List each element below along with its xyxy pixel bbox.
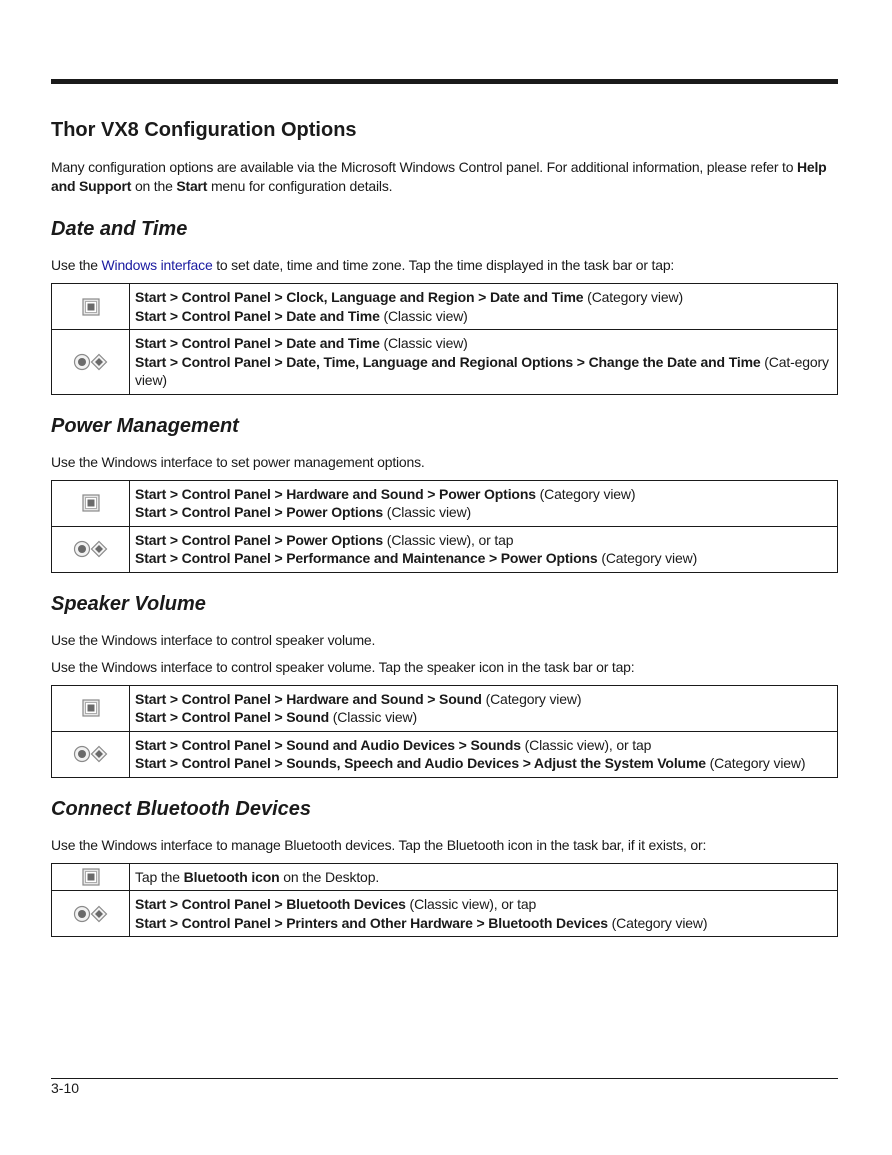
bold-text: Start > Control Panel > Sound (135, 709, 330, 725)
table-row (52, 685, 838, 731)
section-description (51, 453, 838, 472)
instruction-line (135, 334, 831, 353)
text-run: (Classic view), or tap (383, 531, 514, 548)
bold-text: Start > Control Panel > Hardware and Sound > Sound (135, 690, 482, 707)
bold-text: Start > Control Panel > Performance and Maintenance > Power Options (135, 550, 598, 566)
section-title: Date and Time (51, 218, 188, 240)
text-run: on the (131, 178, 177, 194)
table-row (52, 731, 838, 777)
bold-text: Start > Control Panel > Clock, Language and Region > Date and Time (135, 289, 584, 305)
os-icon-cell (52, 284, 130, 330)
table-row (52, 526, 838, 572)
instruction-line (135, 531, 831, 550)
instruction-line (135, 503, 831, 522)
section-description (51, 256, 838, 275)
bold-text: Start > Control Panel > Printers and Other Hardware > Bluetooth Devices (135, 914, 608, 931)
text-run: Use the Windows interface to control speaker volume. (51, 631, 376, 648)
text-run: (Category view) (705, 755, 806, 771)
os-icon-cell (52, 731, 130, 777)
text-run: Use the Windows interface to manage Bluetooth devices. Tap the Bluetooth icon in the task bar, if it exists, or: (51, 836, 707, 853)
os-icon-cell (52, 330, 130, 395)
text-run: (Classic view) (329, 709, 417, 725)
instruction-cell (130, 891, 838, 937)
text-run: on the Desktop. (279, 868, 380, 885)
text-run: menu for configuration details. (207, 178, 393, 194)
instruction-line (135, 485, 831, 504)
text-run: (Classic view), or tap (405, 896, 537, 912)
instruction-line (135, 690, 831, 709)
instruction-line (135, 549, 831, 568)
os-icon-cell (52, 891, 130, 937)
config-table (51, 480, 838, 573)
header-rule (51, 79, 838, 84)
section-title: Speaker Volume (51, 592, 206, 615)
bold-text: Start (176, 178, 208, 194)
text-run: (Category view) (597, 550, 698, 566)
circle-diamond-icon (73, 353, 109, 371)
os-icon-cell (52, 863, 130, 891)
page-title: Thor VX8 Configuration Options (51, 119, 357, 141)
intro-paragraph (51, 158, 838, 196)
page-content (51, 118, 838, 955)
instruction-cell (130, 330, 838, 395)
bold-text: Start > Control Panel > Date, Time, Language and Regional Options > Change the Date and Time (135, 353, 761, 370)
table-row (52, 330, 838, 395)
section-title: Connect Bluetooth Devices (51, 797, 312, 820)
square-target-icon (82, 868, 100, 886)
text-run: to set date, time and time zone. Tap the time displayed in the task bar or tap: (212, 257, 675, 273)
os-icon-cell (52, 480, 130, 526)
instruction-line (135, 868, 831, 887)
instruction-line (135, 736, 831, 755)
page-number: 3-10 (51, 1080, 80, 1096)
instruction-cell (130, 284, 838, 330)
square-target-icon (82, 298, 100, 316)
bold-text: Start > Control Panel > Hardware and Sound > Power Options (135, 485, 536, 502)
config-table (51, 283, 838, 395)
footer-rule (51, 1078, 838, 1079)
bold-text: Start > Control Panel > Date and Time (135, 335, 380, 351)
os-icon-cell (52, 526, 130, 572)
text-run: (Classic view) (383, 504, 472, 520)
bold-text: Start > Control Panel > Sound and Audio Devices > Sounds (135, 736, 521, 753)
bold-text: Start > Control Panel > Power Options (135, 531, 384, 548)
circle-diamond-icon (73, 745, 109, 763)
text-run: Use the (51, 257, 102, 273)
instruction-cell (130, 731, 838, 777)
text-run: Use the Windows interface to control speaker volume. Tap the speaker icon in the task bar or tap: (51, 658, 635, 675)
instruction-line (135, 708, 831, 727)
bold-text: Bluetooth icon (183, 868, 280, 885)
square-target-icon (82, 494, 100, 512)
section-description (51, 836, 838, 855)
instruction-cell (130, 863, 838, 891)
text-run: (Category view) (607, 914, 708, 931)
text-run: (Category view) (583, 289, 683, 305)
section-title: Power Management (51, 414, 239, 437)
instruction-line (135, 895, 831, 914)
text-run: Use the Windows interface to set power management options. (51, 453, 425, 470)
sections-container (51, 216, 838, 937)
bold-text: Start > Control Panel > Date and Time (135, 307, 380, 324)
instruction-line (135, 914, 831, 933)
text-run: (Classic view) (379, 335, 468, 351)
table-row (52, 284, 838, 330)
section-description (51, 631, 838, 650)
config-table (51, 863, 838, 938)
text-run: (Cat-egory view) (135, 353, 829, 388)
instruction-line (135, 353, 831, 390)
bold-text: Start > Control Panel > Sounds, Speech and Audio Devices > Adjust the System Volume (135, 755, 706, 771)
table-row (52, 480, 838, 526)
instruction-line (135, 307, 831, 326)
os-icon-cell (52, 685, 130, 731)
circle-diamond-icon (73, 905, 109, 923)
circle-diamond-icon (73, 540, 109, 558)
text-run: (Classic view), or tap (520, 736, 652, 753)
bold-text: Start > Control Panel > Power Options (135, 504, 384, 520)
bold-text: Start > Control Panel > Bluetooth Devices (135, 896, 406, 912)
text-run: Tap the (135, 868, 184, 885)
section-description (51, 658, 838, 677)
instruction-cell (130, 685, 838, 731)
instruction-line (135, 288, 831, 307)
table-row (52, 891, 838, 937)
config-table (51, 685, 838, 778)
bold-text: Help and Support (51, 159, 827, 194)
text-run: (Category view) (481, 690, 582, 707)
table-row (52, 863, 838, 891)
instruction-line (135, 754, 831, 773)
text-run: (Classic view) (379, 307, 468, 324)
instruction-cell (130, 526, 838, 572)
square-target-icon (82, 699, 100, 717)
text-run: (Category view) (535, 485, 636, 502)
text-run: Many configuration options are available via the Microsoft Windows Control panel. For additional information, please refer to (51, 159, 797, 175)
windows-interface-link[interactable]: Windows interface (101, 257, 213, 273)
instruction-cell (130, 480, 838, 526)
